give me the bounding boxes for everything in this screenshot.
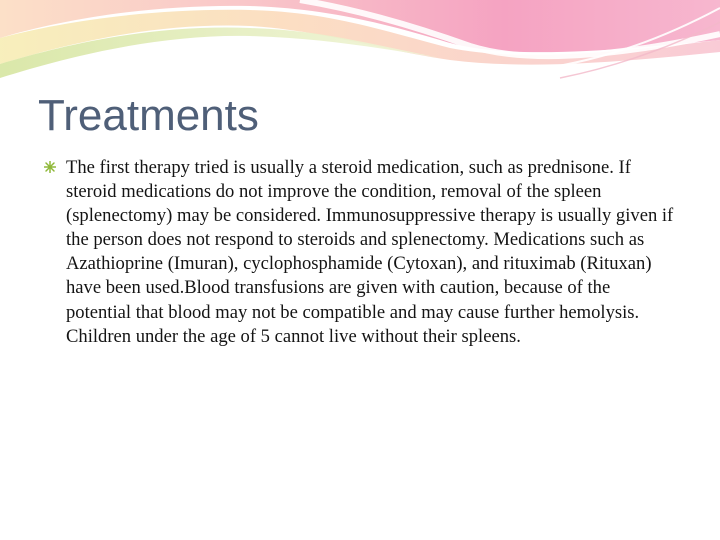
slide-content (44, 156, 674, 349)
bullet-item (44, 156, 674, 349)
decorative-wave-header (0, 0, 720, 90)
bullet-text: The first therapy tried is usually a steroid medication, such as prednisone. If steroid medications do not improve the condition, removal of the spleen (splenectomy) may be considered. Immunosuppressive therapy is usually given if the person does not respond to steroids and splenectomy. Medications such as Azathioprine (Imuran), cyclophosphamide (Cytoxan), and rituximab (Rituxan) have been used.Blood transfusions are given with caution, because of the potential that blood may not be compatible and may cause further hemolysis. Children under the age of 5 cannot live without their spleens. (66, 157, 674, 347)
slide-title: Treatments (38, 91, 259, 140)
starburst-bullet-icon (44, 160, 66, 178)
